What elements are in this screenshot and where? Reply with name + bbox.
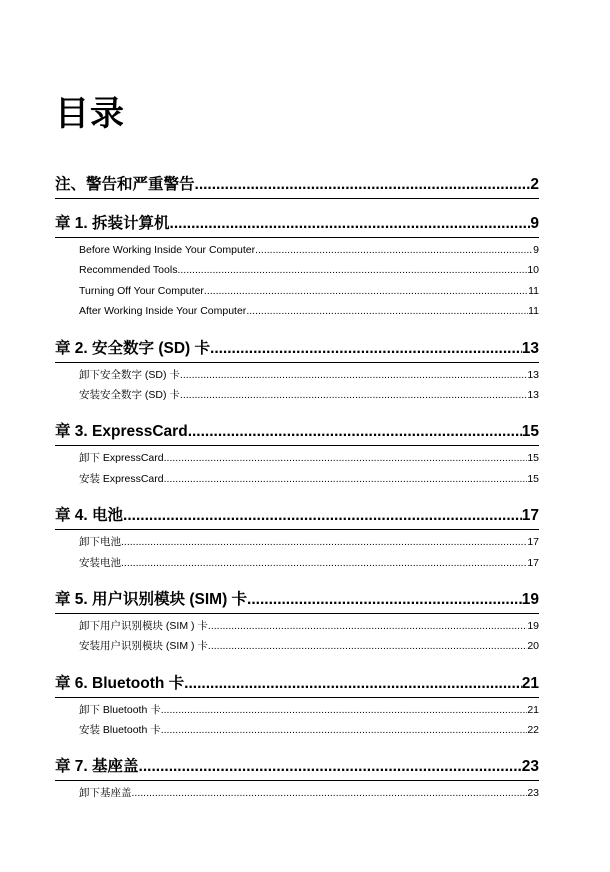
toc-subsection-page: 15 — [527, 472, 539, 485]
toc-subsection-list — [55, 783, 539, 803]
toc-chapter-link[interactable] — [55, 503, 539, 530]
page-title: 目录 — [55, 95, 125, 133]
toc-subsection-page: 13 — [527, 388, 539, 401]
toc-subsection-link[interactable] — [79, 532, 539, 552]
toc-chapter-label: 章 6. Bluetooth 卡 — [55, 674, 185, 692]
toc-subsection-link[interactable] — [79, 469, 539, 489]
dot-leader — [188, 419, 522, 445]
dot-leader — [210, 336, 522, 362]
toc-section-chapter-3 — [55, 419, 539, 489]
toc-subsection-label: 安装用户识别模块 (SIM ) 卡 — [79, 640, 208, 653]
toc-subsection-label: 卸下 ExpressCard — [79, 452, 164, 465]
toc-subsection-list — [55, 616, 539, 657]
toc-subsection-link[interactable] — [79, 636, 539, 656]
toc-chapter-label: 章 5. 用户识别模块 (SIM) 卡 — [55, 590, 248, 608]
toc-subsection-page: 13 — [527, 368, 539, 381]
dot-leader — [255, 240, 533, 260]
toc-subsection-page: 17 — [527, 536, 539, 549]
dot-leader — [170, 211, 531, 237]
toc-chapter-page: 2 — [530, 176, 539, 193]
toc-subsection-label: 安装安全数字 (SD) 卡 — [79, 388, 180, 401]
toc-subsection-link[interactable] — [79, 553, 539, 573]
toc-chapter-link[interactable] — [55, 419, 539, 446]
toc-section-notes — [55, 172, 539, 199]
toc-chapter-label: 章 7. 基座盖 — [55, 758, 139, 776]
dot-leader — [121, 532, 527, 552]
toc-subsection-page: 11 — [528, 284, 539, 297]
toc-subsection-list — [55, 700, 539, 741]
toc-subsection-label: 安装 Bluetooth 卡 — [79, 724, 161, 737]
toc-subsection-page: 21 — [527, 703, 539, 716]
toc-subsection-page: 9 — [533, 244, 539, 256]
toc-chapter-page: 9 — [530, 215, 539, 232]
dot-leader — [121, 553, 527, 573]
dot-leader — [195, 172, 531, 198]
toc-subsection-label: 卸下基座盖 — [79, 787, 132, 800]
toc-subsection-label: 卸下 Bluetooth 卡 — [79, 703, 161, 716]
dot-leader — [246, 301, 528, 321]
toc-chapter-label: 章 4. 电池 — [55, 507, 124, 525]
toc-subsection-list — [55, 365, 539, 406]
toc-section-chapter-6 — [55, 671, 539, 741]
dot-leader — [164, 448, 528, 468]
dot-leader — [132, 783, 528, 803]
toc-chapter-label: 章 2. 安全数字 (SD) 卡 — [55, 339, 211, 357]
toc-chapter-label: 注、警告和严重警告 — [55, 176, 195, 193]
toc-subsection-label: 安装 ExpressCard — [79, 472, 164, 485]
toc-subsection-label: 安装电池 — [79, 556, 121, 569]
toc-subsection-page: 10 — [527, 264, 539, 277]
toc-subsection-link[interactable] — [79, 385, 539, 405]
dot-leader — [247, 587, 522, 613]
toc-section-chapter-1 — [55, 211, 539, 322]
toc-subsection-link[interactable] — [79, 260, 539, 280]
toc-subsection-label: 卸下安全数字 (SD) 卡 — [79, 368, 180, 381]
toc-chapter-page: 23 — [521, 758, 539, 776]
dot-leader — [123, 503, 522, 529]
dot-leader — [139, 754, 522, 780]
toc-subsection-list — [55, 532, 539, 573]
toc-chapter-page: 21 — [521, 674, 539, 692]
toc-chapter-link[interactable] — [55, 587, 539, 614]
toc-chapter-link[interactable] — [55, 172, 539, 199]
dot-leader — [204, 281, 528, 301]
toc-subsection-page: 15 — [527, 452, 539, 465]
dot-leader — [164, 469, 528, 489]
toc-subsection-label: 卸下电池 — [79, 536, 121, 549]
toc-chapter-label: 章 1. 拆装计算机 — [55, 215, 170, 232]
toc-subsection-link[interactable] — [79, 240, 539, 260]
toc-subsection-label: Before Working Inside Your Computer — [79, 244, 256, 256]
toc-chapter-page: 15 — [521, 423, 539, 441]
toc-chapter-link[interactable] — [55, 671, 539, 698]
toc-chapter-link[interactable] — [55, 754, 539, 781]
toc-chapter-page: 13 — [521, 339, 539, 357]
toc-subsection-label: Turning Off Your Computer — [79, 284, 204, 297]
dot-leader — [161, 720, 528, 740]
dot-leader — [184, 671, 522, 697]
table-of-contents — [55, 172, 539, 804]
toc-chapter-link[interactable] — [55, 336, 539, 363]
toc-section-chapter-4 — [55, 503, 539, 573]
dot-leader — [177, 260, 527, 280]
toc-subsection-link[interactable] — [79, 365, 539, 385]
toc-chapter-page: 19 — [521, 590, 539, 608]
toc-subsection-link[interactable] — [79, 720, 539, 740]
toc-subsection-page: 20 — [527, 640, 539, 653]
toc-section-chapter-5 — [55, 587, 539, 657]
dot-leader — [161, 700, 528, 720]
toc-subsection-page: 11 — [528, 305, 539, 318]
dot-leader — [180, 385, 527, 405]
toc-subsection-label: 卸下用户识别模块 (SIM ) 卡 — [79, 619, 208, 632]
toc-section-chapter-7 — [55, 754, 539, 803]
toc-subsection-page: 17 — [527, 556, 539, 569]
toc-subsection-page: 23 — [527, 787, 539, 800]
toc-subsection-link[interactable] — [79, 616, 539, 636]
toc-subsection-label: Recommended Tools — [79, 264, 178, 277]
toc-subsection-list — [55, 240, 539, 322]
toc-subsection-list — [55, 448, 539, 489]
dot-leader — [180, 365, 527, 385]
toc-section-chapter-2 — [55, 336, 539, 406]
toc-subsection-link[interactable] — [79, 301, 539, 321]
dot-leader — [208, 636, 527, 656]
toc-subsection-link[interactable] — [79, 281, 539, 301]
toc-subsection-link[interactable] — [79, 783, 539, 803]
toc-subsection-label: After Working Inside Your Computer — [79, 305, 247, 318]
toc-subsection-link[interactable] — [79, 448, 539, 468]
toc-subsection-link[interactable] — [79, 700, 539, 720]
toc-chapter-label: 章 3. ExpressCard — [55, 423, 188, 441]
toc-subsection-page: 19 — [527, 619, 539, 632]
toc-chapter-link[interactable] — [55, 211, 539, 238]
toc-subsection-page: 22 — [527, 724, 539, 737]
toc-chapter-page: 17 — [521, 507, 539, 525]
dot-leader — [208, 616, 527, 636]
